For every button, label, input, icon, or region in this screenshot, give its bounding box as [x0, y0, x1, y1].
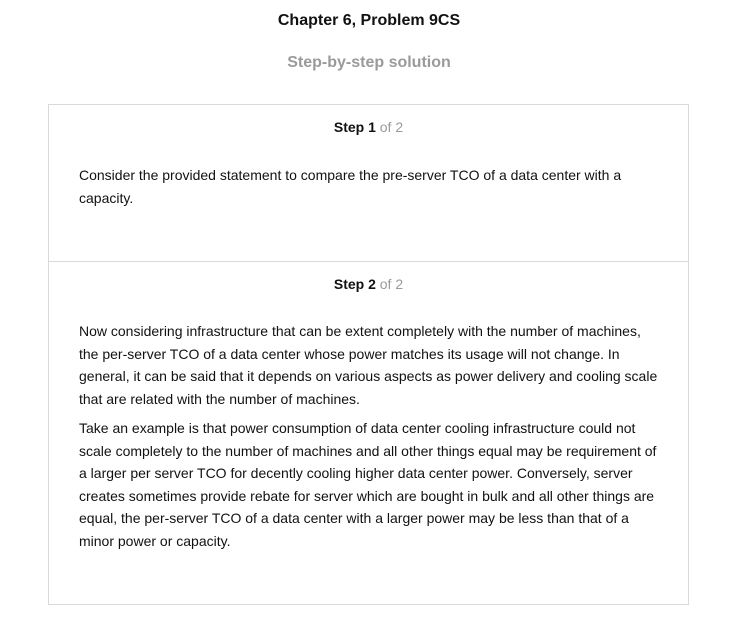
step-2-paragraph-2: Take an example is that power consumption of data center cooling infrastructure could not scale completely to the number of machines and all other things equal may be requirement of a larger per server TCO for decently cooling higher data center power. Conversely, server creates sometimes provide rebate for server which are bought in bulk and all other things are equal, the per-server TCO of a data center with a larger power may be less than that of a minor power or capacity.: [79, 420, 657, 549]
page-subtitle: Step-by-step solution: [287, 54, 451, 71]
step-2-header: [49, 276, 688, 293]
step-2-of: of 2: [379, 276, 404, 292]
step-1-paragraph-1: Consider the provided statement to compare the pre-server TCO of a data center with a capacity.: [79, 167, 622, 206]
step-2-paragraph-1: Now considering infrastructure that can be extent completely with the number of machines, the per-server TCO of a data center whose power matches its usage will not change. In general, it can be said that it depends on various aspects as power delivery and cooling scale that are related with the number of machines.: [79, 323, 658, 407]
step-1-label: Step 1: [333, 119, 376, 135]
solution-container: [48, 104, 689, 605]
step-2-section: [49, 262, 688, 603]
page-title: Chapter 6, Problem 9CS: [277, 12, 461, 29]
step-1-of: of 2: [379, 119, 404, 135]
step-1-section: [49, 105, 688, 262]
step-1-header: [49, 119, 688, 136]
step-1-body: [79, 164, 659, 216]
step-2-label: Step 2: [333, 276, 376, 292]
step-2-body: [79, 320, 659, 559]
